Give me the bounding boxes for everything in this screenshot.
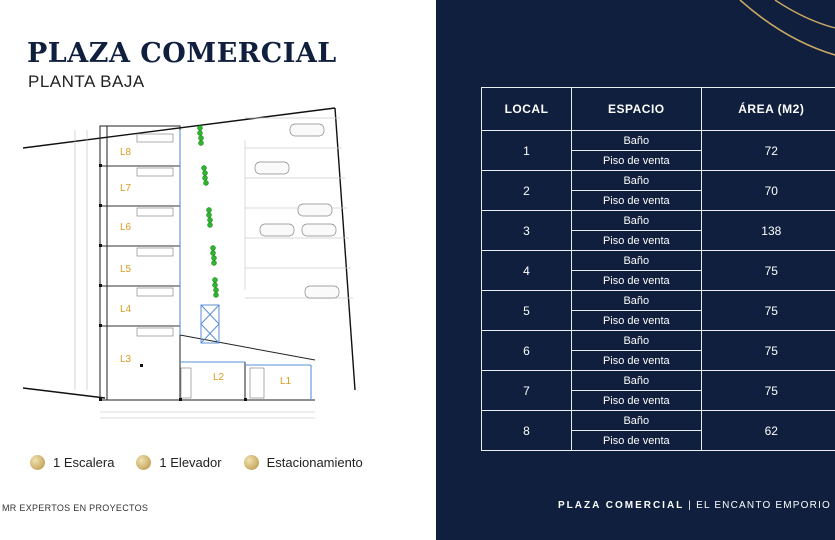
gold-dot-icon [136, 455, 151, 470]
parked-cars [255, 124, 339, 298]
area-cell: 72 [701, 131, 835, 171]
legend-label: 1 Elevador [159, 455, 222, 470]
espacio-cell: Baño [572, 291, 702, 311]
area-cell: 75 [701, 331, 835, 371]
table-row [482, 211, 835, 231]
espacio-cell: Piso de venta [572, 431, 702, 451]
espacio-cell: Baño [572, 131, 702, 151]
table-row [482, 171, 835, 191]
local-cell: 1 [482, 131, 572, 171]
locale-dividers [100, 166, 180, 326]
locale-label-l2: L2 [213, 372, 225, 383]
legend-item-elevador [136, 455, 221, 470]
walkway-lines [180, 130, 311, 400]
espacio-cell: Piso de venta [572, 311, 702, 331]
page-subtitle: PLANTA BAJA [28, 72, 145, 91]
espacio-cell: Piso de venta [572, 231, 702, 251]
column-header-area: ÁREA (M2) [701, 88, 835, 131]
legend-label: 1 Escalera [53, 455, 115, 470]
gold-dot-icon [30, 455, 45, 470]
locale-label-l1: L1 [280, 376, 292, 387]
table-row [482, 131, 835, 151]
locale-label-l7: L7 [120, 183, 132, 194]
espacio-cell: Piso de venta [572, 191, 702, 211]
brand-footer [558, 500, 831, 511]
locale-label-l5: L5 [120, 264, 132, 275]
brand-separator: | [688, 500, 693, 511]
locale-label-l8: L8 [120, 147, 132, 158]
espacio-cell: Piso de venta [572, 351, 702, 371]
espacio-cell: Baño [572, 371, 702, 391]
local-cell: 4 [482, 251, 572, 291]
area-cell: 62 [701, 411, 835, 451]
floor-plan [15, 100, 360, 430]
local-cell: 6 [482, 331, 572, 371]
column-header-espacio: ESPACIO [572, 88, 702, 131]
locale-label-l4: L4 [120, 304, 132, 315]
espacio-cell: Baño [572, 331, 702, 351]
area-cell: 75 [701, 291, 835, 331]
espacio-cell: Piso de venta [572, 151, 702, 171]
espacio-cell: Piso de venta [572, 391, 702, 411]
area-cell: 70 [701, 171, 835, 211]
legend-label: Estacionamiento [266, 455, 363, 470]
espacio-cell: Baño [572, 411, 702, 431]
brand-place: EL ENCANTO EMPORIO [696, 500, 832, 511]
local-cell: 5 [482, 291, 572, 331]
local-cell: 8 [482, 411, 572, 451]
espacio-cell: Baño [572, 211, 702, 231]
espacio-cell: Baño [572, 171, 702, 191]
tree-markers [198, 126, 219, 298]
plan-boundary [23, 108, 355, 398]
locale-label-l3: L3 [120, 354, 132, 365]
right-panel [436, 0, 835, 540]
table-row [482, 331, 835, 351]
brand-name: PLAZA COMERCIAL [558, 500, 685, 511]
table-row [482, 371, 835, 391]
table-row [482, 411, 835, 431]
company-footer: MR EXPERTOS EN PROYECTOS [2, 503, 149, 513]
legend [30, 455, 385, 470]
local-cell: 2 [482, 171, 572, 211]
locale-label-l6: L6 [120, 222, 132, 233]
table-row [482, 291, 835, 311]
legend-item-estacionamiento [244, 455, 363, 470]
espacio-cell: Piso de venta [572, 271, 702, 291]
legend-item-escalera [30, 455, 114, 470]
table-header-row [482, 88, 835, 131]
area-cell: 75 [701, 251, 835, 291]
local-cell: 7 [482, 371, 572, 411]
column-header-local: LOCAL [482, 88, 572, 131]
column-markers [99, 164, 247, 401]
gold-dot-icon [244, 455, 259, 470]
area-cell: 75 [701, 371, 835, 411]
decorative-arcs [735, 0, 835, 80]
table-row [482, 251, 835, 271]
area-cell: 138 [701, 211, 835, 251]
espacio-cell: Baño [572, 251, 702, 271]
elevator [201, 305, 219, 343]
page-title: PLAZA COMERCIAL [27, 38, 337, 69]
area-table [481, 87, 835, 451]
local-cell: 3 [482, 211, 572, 251]
